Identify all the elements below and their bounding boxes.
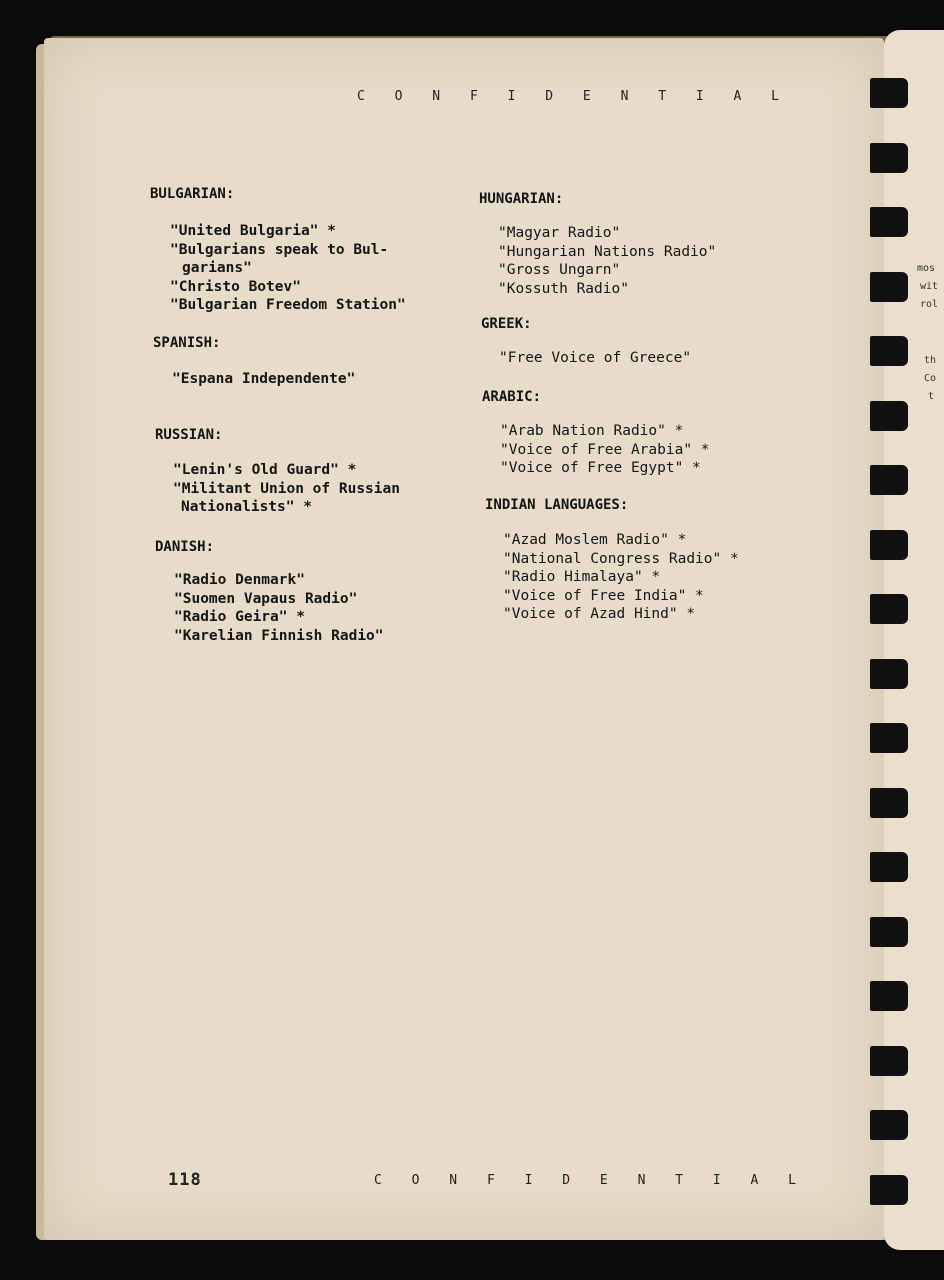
binding-coil	[870, 917, 908, 947]
page-number: 118	[168, 1170, 202, 1190]
next-page-fragment: t	[928, 391, 935, 402]
next-page-fragment: Co	[924, 373, 937, 384]
arabic-station-list	[500, 422, 710, 478]
binding-coil	[870, 1175, 908, 1205]
list-item: "Azad Moslem Radio" *	[503, 532, 687, 548]
next-page-fragment: th	[924, 355, 937, 366]
danish-station-list	[174, 571, 384, 645]
binding-coil	[870, 530, 908, 560]
section-heading-spanish: SPANISH:	[153, 335, 221, 351]
list-item: "National Congress Radio" *	[503, 550, 739, 567]
list-item: "Suomen Vapaus Radio"	[174, 590, 358, 607]
next-page-fragment: mos	[917, 263, 936, 274]
list-item: "Gross Ungarn"	[498, 262, 621, 278]
binding-coil	[870, 143, 908, 173]
footer-confidential: C O N F I D E N T I A L	[374, 1173, 808, 1188]
section-heading-greek: GREEK:	[481, 316, 532, 332]
binding-coil	[870, 272, 908, 302]
binding-coil	[870, 465, 908, 495]
spiral-binding	[870, 60, 910, 1220]
section-heading-bulgarian: BULGARIAN:	[150, 186, 235, 202]
binding-coil	[870, 78, 908, 108]
list-item: "Voice of Free India" *	[503, 587, 704, 604]
binding-coil	[870, 401, 908, 431]
section-heading-arabic: ARABIC:	[482, 389, 542, 405]
indian-languages-station-list	[503, 531, 739, 624]
list-item: "Free Voice of Greece"	[499, 350, 692, 366]
binding-coil	[870, 659, 908, 689]
next-page-fragment: rol	[920, 299, 939, 310]
section-heading-danish: DANISH:	[155, 539, 215, 555]
document-page	[44, 38, 884, 1240]
list-item: "Lenin's Old Guard" *	[173, 462, 357, 478]
russian-station-list	[173, 461, 400, 517]
list-item: "Hungarian Nations Radio"	[498, 243, 717, 260]
list-item: "Voice of Azad Hind" *	[503, 606, 696, 622]
section-heading-russian: RUSSIAN:	[155, 427, 223, 443]
list-item: "United Bulgaria" *	[170, 223, 336, 239]
section-heading-indian-languages: INDIAN LANGUAGES:	[485, 497, 629, 513]
list-item: "Militant Union of Russian	[173, 480, 400, 497]
list-item: "Bulgarian Freedom Station"	[170, 297, 406, 313]
binding-coil	[870, 723, 908, 753]
binding-coil	[870, 852, 908, 882]
header-confidential: C O N F I D E N T I A L	[357, 89, 791, 104]
binding-coil	[870, 1046, 908, 1076]
list-item: garians"	[182, 260, 252, 276]
binding-coil	[870, 207, 908, 237]
hungarian-station-list	[498, 224, 716, 298]
binding-coil	[870, 336, 908, 366]
list-item: Nationalists" *	[181, 499, 312, 515]
binding-coil	[870, 1110, 908, 1140]
list-item: "Arab Nation Radio" *	[500, 423, 684, 439]
next-page-fragment: wit	[920, 281, 939, 292]
list-item: "Voice of Free Arabia" *	[500, 441, 710, 458]
section-heading-hungarian: HUNGARIAN:	[479, 191, 564, 207]
list-item: "Radio Denmark"	[174, 572, 305, 588]
list-item: "Radio Himalaya" *	[503, 569, 661, 585]
binding-coil	[870, 788, 908, 818]
list-item: "Bulgarians speak to Bul-	[170, 241, 389, 258]
greek-station-list	[499, 349, 691, 368]
list-item: "Radio Geira" *	[174, 609, 305, 625]
bulgarian-station-list	[170, 222, 406, 315]
list-item: "Karelian Finnish Radio"	[174, 627, 384, 644]
list-item: "Christo Botev"	[170, 278, 301, 295]
binding-coil	[870, 981, 908, 1011]
binding-coil	[870, 594, 908, 624]
list-item: "Kossuth Radio"	[498, 280, 629, 297]
list-item: "Magyar Radio"	[498, 225, 621, 241]
list-item: "Voice of Free Egypt" *	[500, 460, 701, 476]
list-item: "Espana Independente"	[172, 371, 356, 387]
spanish-station-list	[172, 370, 355, 389]
